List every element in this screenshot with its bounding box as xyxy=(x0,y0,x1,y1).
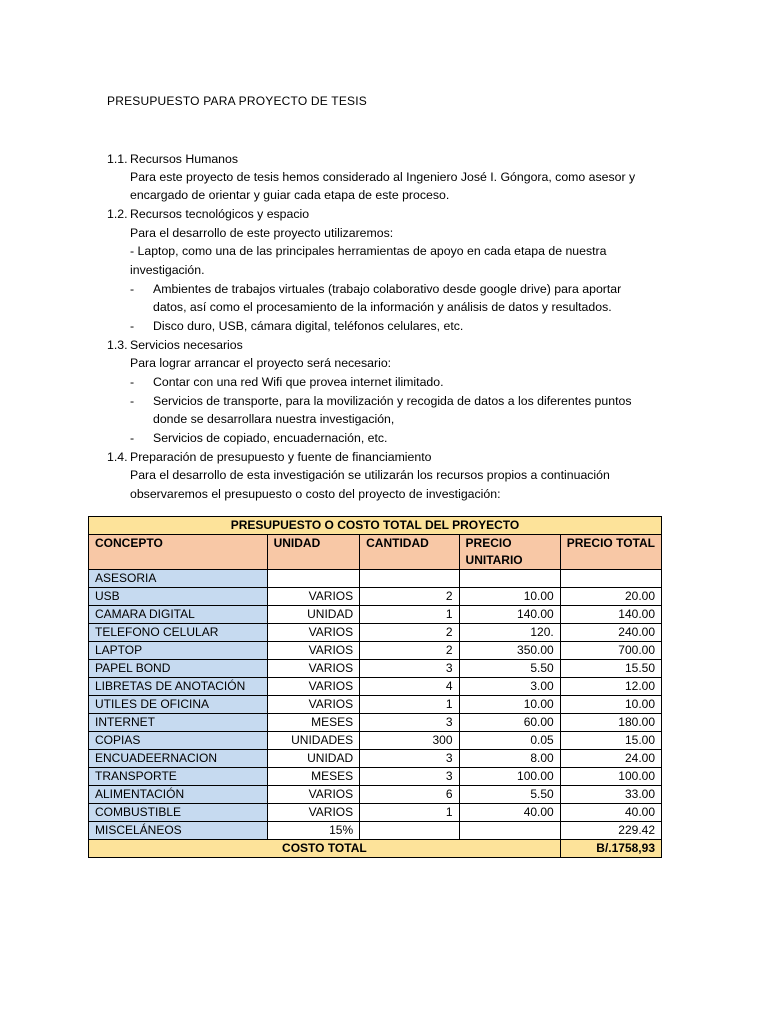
header-price-line1: PRECIO xyxy=(465,536,512,550)
table-title: PRESUPUESTO O COSTO TOTAL DEL PROYECTO xyxy=(89,517,662,535)
cell-concept: TRANSPORTE xyxy=(89,768,268,786)
cell-price: 350.00 xyxy=(459,642,560,660)
cell-qty: 4 xyxy=(360,678,459,696)
table-title-row xyxy=(89,517,662,535)
paragraph-line: investigación. xyxy=(130,263,205,277)
table-row xyxy=(89,696,662,714)
section-number: 1.1. xyxy=(107,152,128,166)
cell-price: 3.00 xyxy=(459,678,560,696)
cell-price: 100.00 xyxy=(459,768,560,786)
cell-price: 40.00 xyxy=(459,804,560,822)
cell-concept: LIBRETAS DE ANOTACIÓN xyxy=(89,678,268,696)
table-row xyxy=(89,714,662,732)
cell-qty: 2 xyxy=(360,588,459,606)
cell-concept: UTILES DE OFICINA xyxy=(89,696,268,714)
cell-qty: 6 xyxy=(360,786,459,804)
cell-total: 20.00 xyxy=(560,588,661,606)
cell-qty: 3 xyxy=(360,768,459,786)
header-qty: CANTIDAD xyxy=(360,535,459,570)
bullet-text: Ambientes de trabajos virtuales (trabajo colaborativo desde google drive) para aportar xyxy=(153,282,622,296)
cell-concept: COPIAS xyxy=(89,732,268,750)
table-row xyxy=(89,642,662,660)
cell-price xyxy=(459,570,560,588)
cell-concept: ASESORIA xyxy=(89,570,268,588)
bullet-text: Servicios de copiado, encuadernación, etc. xyxy=(153,431,388,445)
cell-qty: 1 xyxy=(360,804,459,822)
cell-concept: PAPEL BOND xyxy=(89,660,268,678)
cell-total: 12.00 xyxy=(560,678,661,696)
cell-qty: 3 xyxy=(360,660,459,678)
cell-qty: 2 xyxy=(360,642,459,660)
table-row xyxy=(89,786,662,804)
cell-price: 10.00 xyxy=(459,588,560,606)
page-title: PRESUPUESTO PARA PROYECTO DE TESIS xyxy=(107,94,367,108)
bullet-dash: - xyxy=(130,319,135,333)
section-heading: Servicios necesarios xyxy=(130,338,243,352)
section-number: 1.3. xyxy=(107,338,128,352)
cell-total: 140.00 xyxy=(560,606,661,624)
cell-total: 180.00 xyxy=(560,714,661,732)
cell-unit: MESES xyxy=(267,714,360,732)
cell-qty: 3 xyxy=(360,714,459,732)
cell-price xyxy=(459,822,560,840)
paragraph-line: encargado de orientar y guiar cada etapa de este proceso. xyxy=(130,188,450,202)
cell-unit: VARIOS xyxy=(267,696,360,714)
cell-unit: VARIOS xyxy=(267,588,360,606)
bullet-dash: - xyxy=(130,375,135,389)
cell-total: 15.00 xyxy=(560,732,661,750)
cell-concept: MISCELÁNEOS xyxy=(89,822,268,840)
header-price xyxy=(459,535,560,570)
cell-unit xyxy=(267,570,360,588)
cell-concept: COMBUSTIBLE xyxy=(89,804,268,822)
cell-price: 5.50 xyxy=(459,786,560,804)
cell-qty: 1 xyxy=(360,696,459,714)
cell-unit: UNIDAD xyxy=(267,750,360,768)
cell-unit: VARIOS xyxy=(267,624,360,642)
paragraph-line: Para este proyecto de tesis hemos considerado al Ingeniero José I. Góngora, como asesor y xyxy=(130,170,636,184)
cell-unit: 15% xyxy=(267,822,360,840)
bullet-dash: - xyxy=(130,431,135,445)
table-header-row xyxy=(89,535,662,570)
cell-concept: USB xyxy=(89,588,268,606)
cell-total: 15.50 xyxy=(560,660,661,678)
budget-table xyxy=(88,516,662,858)
bullet-text: Disco duro, USB, cámara digital, teléfonos celulares, etc. xyxy=(153,319,464,333)
cell-total: 10.00 xyxy=(560,696,661,714)
cell-total xyxy=(560,570,661,588)
section-number: 1.4. xyxy=(107,450,128,464)
bullet-text: Contar con una red Wifi que provea internet ilimitado. xyxy=(153,375,444,389)
section-heading: Recursos tecnológicos y espacio xyxy=(130,207,310,221)
cell-total: 700.00 xyxy=(560,642,661,660)
cell-concept: ALIMENTACIÓN xyxy=(89,786,268,804)
cell-qty: 300 xyxy=(360,732,459,750)
cell-total: 100.00 xyxy=(560,768,661,786)
cell-qty: 1 xyxy=(360,606,459,624)
total-row xyxy=(89,840,662,858)
bullet-dash: - xyxy=(130,282,135,296)
total-value: B/.1758,93 xyxy=(560,840,661,858)
table-row xyxy=(89,660,662,678)
cell-qty: 3 xyxy=(360,750,459,768)
header-concept: CONCEPTO xyxy=(89,535,268,570)
cell-unit: VARIOS xyxy=(267,642,360,660)
cell-total: 229.42 xyxy=(560,822,661,840)
cell-price: 8.00 xyxy=(459,750,560,768)
total-label: COSTO TOTAL xyxy=(89,840,561,858)
paragraph-line: - Laptop, como una de las principales herramientas de apoyo en cada etapa de nuestra xyxy=(130,244,607,258)
cell-qty xyxy=(360,570,459,588)
header-unit: UNIDAD xyxy=(267,535,360,570)
paragraph-line: observaremos el presupuesto o costo del proyecto de investigación: xyxy=(130,487,501,501)
cell-concept: CAMARA DIGITAL xyxy=(89,606,268,624)
cell-total: 40.00 xyxy=(560,804,661,822)
table-row xyxy=(89,750,662,768)
cell-total: 240.00 xyxy=(560,624,661,642)
cell-concept: LAPTOP xyxy=(89,642,268,660)
table-row xyxy=(89,606,662,624)
cell-price: 5.50 xyxy=(459,660,560,678)
cell-unit: VARIOS xyxy=(267,678,360,696)
header-total: PRECIO TOTAL xyxy=(560,535,661,570)
table-row xyxy=(89,768,662,786)
bullet-text: datos, así como el procesamiento de la información y análisis de datos y resultados. xyxy=(153,300,612,314)
cell-unit: VARIOS xyxy=(267,660,360,678)
paragraph-line: Para el desarrollo de esta investigación se utilizarán los recursos propios a continuación xyxy=(130,468,610,482)
cell-price: 140.00 xyxy=(459,606,560,624)
cell-concept: ENCUADEERNACION xyxy=(89,750,268,768)
table-row xyxy=(89,624,662,642)
cell-total: 24.00 xyxy=(560,750,661,768)
cell-qty xyxy=(360,822,459,840)
table-row xyxy=(89,804,662,822)
section-number: 1.2. xyxy=(107,207,128,221)
cell-unit: VARIOS xyxy=(267,786,360,804)
cell-qty: 2 xyxy=(360,624,459,642)
cell-price: 60.00 xyxy=(459,714,560,732)
section-heading: Preparación de presupuesto y fuente de financiamiento xyxy=(130,450,432,464)
bullet-dash: - xyxy=(130,394,135,408)
bullet-text: Servicios de transporte, para la movilización y recogida de datos a los diferentes puntos xyxy=(153,394,632,408)
table-row xyxy=(89,732,662,750)
table-row xyxy=(89,588,662,606)
paragraph-line: Para el desarrollo de este proyecto utilizaremos: xyxy=(130,226,394,240)
cell-unit: VARIOS xyxy=(267,804,360,822)
cell-unit: UNIDAD xyxy=(267,606,360,624)
cell-unit: MESES xyxy=(267,768,360,786)
table-row xyxy=(89,822,662,840)
table-row xyxy=(89,678,662,696)
cell-unit: UNIDADES xyxy=(267,732,360,750)
cell-total: 33.00 xyxy=(560,786,661,804)
cell-concept: INTERNET xyxy=(89,714,268,732)
bullet-text: donde se desarrollara nuestra investigación, xyxy=(153,412,395,426)
cell-price: 10.00 xyxy=(459,696,560,714)
table-row xyxy=(89,570,662,588)
cell-price: 120. xyxy=(459,624,560,642)
section-heading: Recursos Humanos xyxy=(130,152,238,166)
cell-concept: TELEFONO CELULAR xyxy=(89,624,268,642)
cell-price: 0.05 xyxy=(459,732,560,750)
header-price-line2: UNITARIO xyxy=(465,553,523,567)
paragraph-line: Para lograr arrancar el proyecto será necesario: xyxy=(130,356,392,370)
